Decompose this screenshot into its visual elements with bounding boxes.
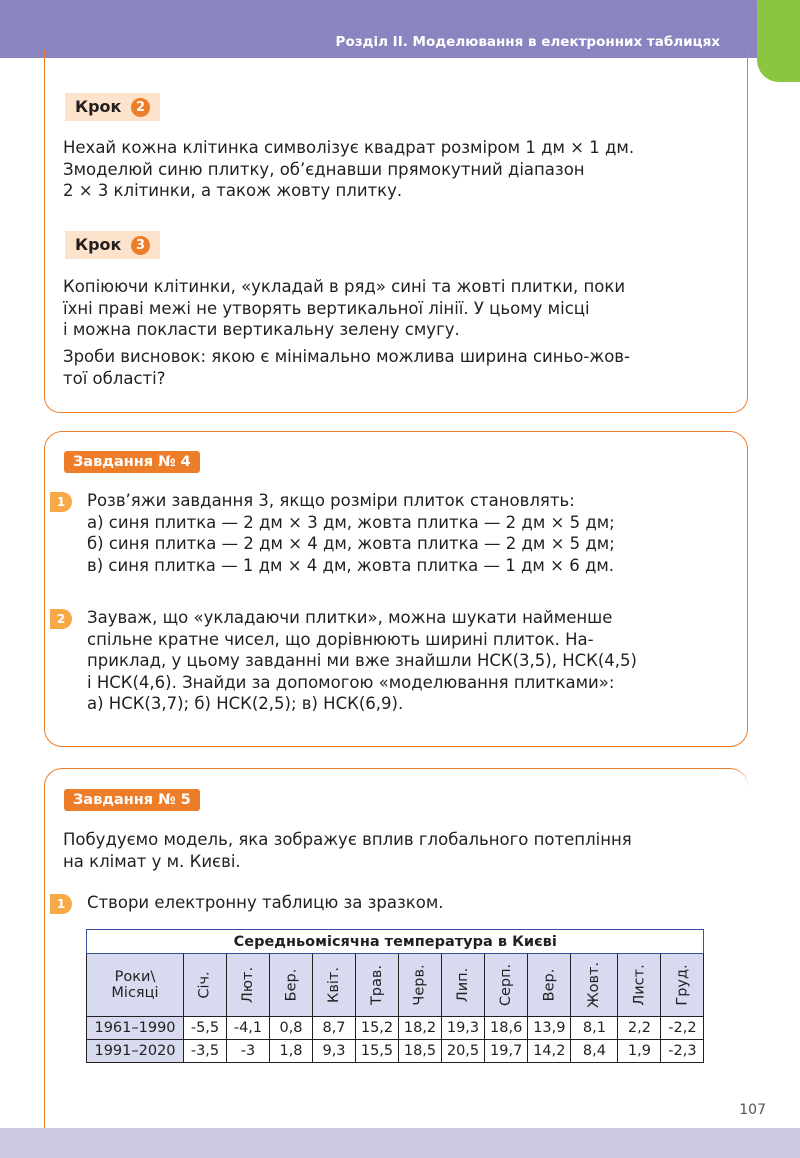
table-cell: 19,3 bbox=[442, 1017, 485, 1040]
month-header bbox=[571, 954, 618, 1017]
task-5-label: Завдання № 5 bbox=[64, 789, 200, 811]
table-cell: 2,2 bbox=[618, 1017, 661, 1040]
table-cell: 15,5 bbox=[356, 1040, 399, 1063]
step-3-text bbox=[63, 276, 725, 341]
table-cell: 13,9 bbox=[528, 1017, 571, 1040]
text-line: 2 × 3 клітинки, а також жовту плитку. bbox=[63, 181, 403, 200]
table-cell: 15,2 bbox=[356, 1017, 399, 1040]
step-2-text bbox=[63, 137, 725, 202]
page-number: 107 bbox=[739, 1102, 766, 1118]
month-label: Квіт. bbox=[326, 967, 342, 1003]
chapter-title: Розділ ІІ. Моделювання в електронних таблицях bbox=[335, 34, 720, 50]
table-cell: 8,1 bbox=[571, 1017, 618, 1040]
text-line: на клімат у м. Києві. bbox=[63, 851, 241, 871]
table-cell: 1,9 bbox=[618, 1040, 661, 1063]
task-5-intro bbox=[63, 829, 725, 872]
text-line: Копіюючи клітинки, «укладай в ряд» сині та жовті плитки, поки bbox=[63, 277, 626, 296]
task-4-item-2 bbox=[87, 607, 725, 715]
text-line: Зроби висновок: якою є мінімально можлива ширина синьо-жов- bbox=[63, 347, 630, 366]
table-cell: -2,2 bbox=[661, 1017, 704, 1040]
month-label: Вер. bbox=[541, 968, 558, 1002]
task-5-item-1: Створи електронну таблицю за зразком. bbox=[87, 893, 444, 912]
month-header bbox=[485, 954, 528, 1017]
month-header bbox=[227, 954, 270, 1017]
month-label: Груд. bbox=[674, 964, 691, 1006]
month-header bbox=[528, 954, 571, 1017]
month-label: Серп. bbox=[498, 963, 515, 1007]
table-row bbox=[87, 1017, 704, 1040]
step-word: Крок bbox=[75, 97, 122, 116]
row-label: 1991–2020 bbox=[87, 1040, 184, 1063]
footer-bar bbox=[0, 1128, 800, 1158]
table-cell: 1,8 bbox=[270, 1040, 313, 1063]
table-cell: 18,2 bbox=[399, 1017, 442, 1040]
month-label: Бер. bbox=[283, 968, 299, 1002]
table-cell: 8,4 bbox=[571, 1040, 618, 1063]
text-line: їхні праві межі не утворять вертикальної лінії. У цьому місці bbox=[63, 298, 590, 318]
text-line: Зауваж, що «укладаючи плитки», можна шукати найменше bbox=[87, 608, 613, 627]
month-header bbox=[399, 954, 442, 1017]
text-line: а) синя плитка — 2 дм × 3 дм, жовта плитка — 2 дм × 5 дм; bbox=[87, 512, 615, 532]
table-cell: 9,3 bbox=[313, 1040, 356, 1063]
step-word: Крок bbox=[75, 235, 122, 254]
month-header bbox=[313, 954, 356, 1017]
table-title: Середньомісячна температура в Києві bbox=[87, 930, 704, 954]
table-row bbox=[87, 1040, 704, 1063]
month-header bbox=[442, 954, 485, 1017]
text-line: а) НСК(3,7); б) НСК(2,5); в) НСК(6,9). bbox=[87, 694, 404, 713]
text-line: Змоделюй синю плитку, об’єднавши прямокутний діапазон bbox=[63, 159, 585, 179]
table-corner-cell bbox=[87, 954, 184, 1017]
table-cell: 0,8 bbox=[270, 1017, 313, 1040]
task-4-label: Завдання № 4 bbox=[64, 451, 200, 473]
step-3-label bbox=[65, 231, 160, 259]
corner-label: Роки\ bbox=[114, 969, 156, 985]
month-header bbox=[618, 954, 661, 1017]
text-line: і можна покласти вертикальну зелену смугу. bbox=[63, 320, 460, 339]
month-header bbox=[184, 954, 227, 1017]
month-header bbox=[356, 954, 399, 1017]
corner-label: Місяці bbox=[111, 985, 159, 1001]
step-2-label bbox=[65, 93, 160, 121]
table-cell: -3,5 bbox=[184, 1040, 227, 1063]
item-number-marker: 1 bbox=[50, 492, 72, 512]
month-label: Лют. bbox=[239, 966, 256, 1004]
table-cell: 8,7 bbox=[313, 1017, 356, 1040]
text-line: в) синя плитка — 1 дм × 4 дм, жовта плитка — 1 дм × 6 дм. bbox=[87, 555, 615, 575]
text-line: спільне кратне чисел, що дорівнюють ширині плиток. На- bbox=[87, 629, 594, 649]
text-line: Побудуємо модель, яка зображує вплив глобального потепління bbox=[63, 830, 632, 849]
month-label: Трав. bbox=[368, 964, 385, 1006]
text-line: тої області? bbox=[63, 368, 166, 388]
temperature-table bbox=[86, 929, 704, 1063]
text-line: Нехай кожна клітинка символізує квадрат розміром 1 дм × 1 дм. bbox=[63, 138, 635, 157]
table-cell: 18,6 bbox=[485, 1017, 528, 1040]
month-header bbox=[270, 954, 313, 1017]
month-header bbox=[661, 954, 704, 1017]
table-cell: -5,5 bbox=[184, 1017, 227, 1040]
chapter-tab bbox=[757, 0, 800, 82]
table-cell: 14,2 bbox=[528, 1040, 571, 1063]
table-header-row bbox=[87, 954, 704, 1017]
row-label: 1961–1990 bbox=[87, 1017, 184, 1040]
month-label: Жовт. bbox=[586, 961, 603, 1009]
text-line: приклад, у цьому завданні ми вже знайшли НСК(3,5), НСК(4,5) bbox=[87, 651, 637, 670]
month-label: Лип. bbox=[454, 967, 471, 1003]
table-cell: 20,5 bbox=[442, 1040, 485, 1063]
text-line: б) синя плитка — 2 дм × 4 дм, жовта плитка — 2 дм × 5 дм; bbox=[87, 534, 615, 553]
month-label: Лист. bbox=[631, 964, 648, 1006]
step-number-badge: 3 bbox=[131, 236, 150, 255]
task-4-item-1 bbox=[87, 490, 725, 576]
table-cell: -4,1 bbox=[227, 1017, 270, 1040]
month-label: Черв. bbox=[411, 964, 428, 1006]
table-cell: -3 bbox=[227, 1040, 270, 1063]
step-3-conclusion bbox=[63, 346, 725, 389]
text-line: Розв’яжи завдання 3, якщо розміри плиток становлять: bbox=[87, 491, 575, 510]
month-label: Січ. bbox=[197, 971, 213, 999]
item-number-marker: 2 bbox=[50, 609, 72, 629]
table-cell: 18,5 bbox=[399, 1040, 442, 1063]
table-cell: 19,7 bbox=[485, 1040, 528, 1063]
step-number-badge: 2 bbox=[131, 98, 150, 117]
table-cell: -2,3 bbox=[661, 1040, 704, 1063]
item-number-marker: 1 bbox=[50, 894, 72, 914]
text-line: і НСК(4,6). Знайди за допомогою «моделювання плитками»: bbox=[87, 672, 615, 692]
